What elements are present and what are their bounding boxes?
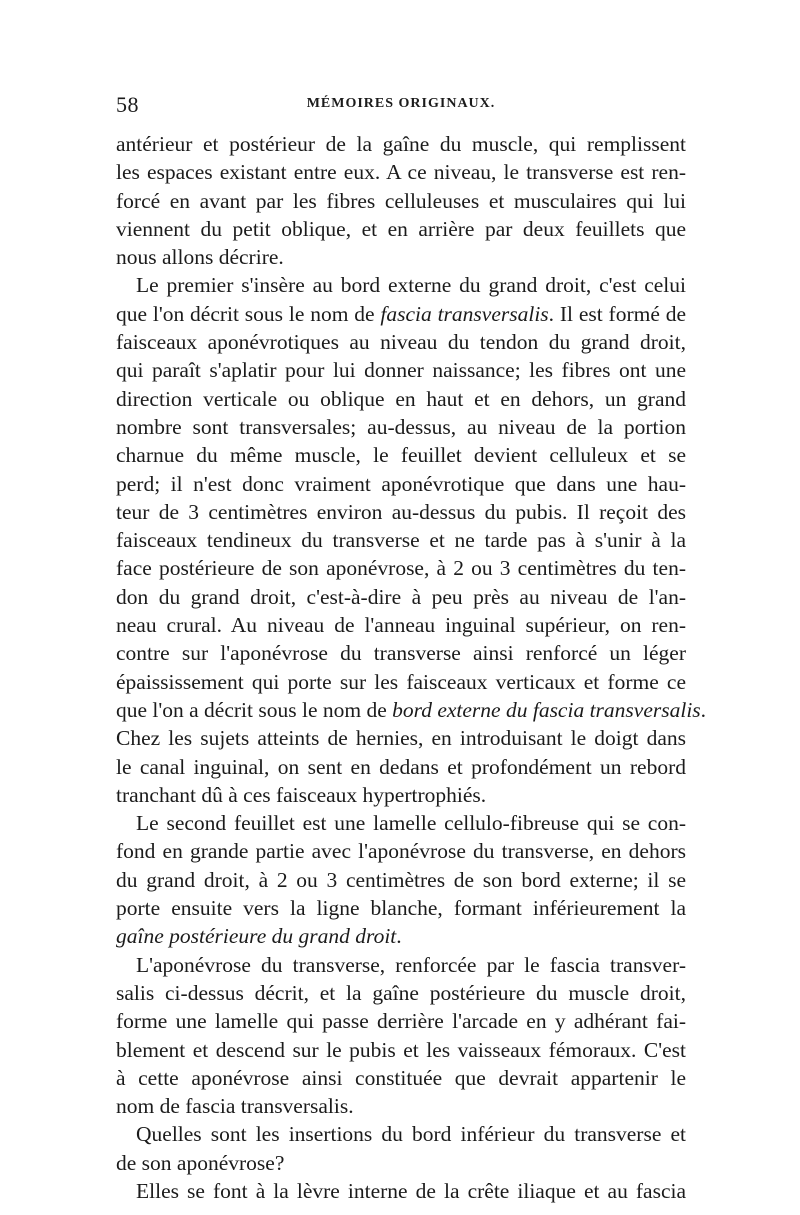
text-segment: contre sur l'aponévrose du transverse ainsi renforcé un léger [116, 641, 686, 666]
text-line [116, 158, 686, 186]
italic-text: gaîne postérieure du grand droit [116, 924, 397, 949]
text-line [116, 979, 686, 1007]
text-line [116, 1064, 686, 1092]
text-segment: . [700, 697, 707, 722]
text-line [116, 837, 686, 865]
text-segment: qui paraît s'aplatir pour lui donner naissance; les fibres ont une [116, 358, 686, 383]
text-segment: neau crural. Au niveau de l'anneau inguinal supérieur, on ren- [116, 613, 686, 638]
text-segment: à cette aponévrose ainsi constituée que devrait appartenir le [116, 1065, 686, 1090]
text-segment: nom de fascia transversalis. [116, 1094, 354, 1119]
text-line [116, 441, 686, 469]
text-line [116, 1120, 686, 1148]
text-line [116, 583, 686, 611]
text-segment: tranchant dû à ces faisceaux hypertrophiés. [116, 782, 487, 807]
text-segment: forcé en avant par les fibres celluleuses et musculaires qui lui [116, 188, 686, 213]
text-line [116, 668, 686, 696]
text-segment: charnue du même muscle, le feuillet devient celluleux et se [116, 443, 686, 468]
text-line [116, 753, 686, 781]
text-line [116, 922, 686, 950]
text-segment: que l'on a décrit sous le nom de [116, 697, 393, 722]
text-line [116, 187, 686, 215]
text-line [116, 894, 686, 922]
text-segment: que l'on décrit sous le nom de [116, 301, 381, 326]
text-segment: nous allons décrire. [116, 245, 284, 270]
text-segment: don du grand droit, c'est-à-dire à peu près au niveau de l'an- [116, 584, 686, 609]
text-segment: Le premier s'insère au bord externe du grand droit, c'est celui [136, 273, 686, 298]
text-segment: faisceaux tendineux du transverse et ne tarde pas à s'unir à la [116, 528, 686, 553]
text-segment: blement et descend sur le pubis et les vaisseaux fémoraux. C'est [116, 1037, 686, 1062]
text-line [116, 1177, 686, 1205]
text-segment: Chez les sujets atteints de hernies, en introduisant le doigt dans [116, 726, 686, 751]
text-line [116, 1092, 686, 1120]
text-line [116, 1149, 686, 1177]
page-header [116, 92, 686, 122]
text-segment: le canal inguinal, on sent en dedans et profondément un rebord [116, 754, 686, 779]
text-segment: . Il est formé de [548, 301, 686, 326]
text-line [116, 526, 686, 554]
text-line [116, 724, 686, 752]
text-line [116, 470, 686, 498]
italic-text: fascia transversalis [380, 301, 549, 326]
text-line [116, 696, 707, 724]
text-segment: direction verticale ou oblique en haut et en dehors, un grand [116, 386, 686, 411]
text-segment: de son aponévrose? [116, 1150, 285, 1175]
text-segment: nombre sont transversales; au-dessus, au niveau de la portion [116, 414, 686, 439]
text-line [116, 554, 686, 582]
text-segment: Le second feuillet est une lamelle cellulo-fibreuse qui se con- [136, 811, 686, 836]
running-title: MÉMOIRES ORIGINAUX. [306, 96, 496, 111]
text-line [116, 1036, 686, 1064]
text-line [116, 1007, 686, 1035]
text-segment: faisceaux aponévrotiques au niveau du tendon du grand droit, [116, 330, 686, 355]
text-line [116, 271, 686, 299]
text-line [116, 639, 686, 667]
body-text [116, 130, 707, 1205]
text-line [116, 215, 686, 243]
text-segment: Elles se font à la lèvre interne de la crête iliaque et au fascia [136, 1178, 686, 1203]
text-line [116, 328, 686, 356]
text-segment: forme une lamelle qui passe derrière l'arcade en y adhérant fai- [116, 1009, 686, 1034]
text-line [116, 866, 686, 894]
page-number: 58 [116, 92, 139, 117]
text-segment: Quelles sont les insertions du bord inférieur du transverse et [136, 1122, 686, 1147]
text-segment: perd; il n'est donc vraiment aponévrotique que dans une hau- [116, 471, 686, 496]
text-line [116, 809, 686, 837]
text-segment: les espaces existant entre eux. A ce niveau, le transverse est ren- [116, 160, 686, 185]
text-line [116, 781, 686, 809]
text-segment: antérieur et postérieur de la gaîne du muscle, qui remplissent [116, 132, 686, 156]
text-segment: viennent du petit oblique, et en arrière par deux feuillets que [116, 216, 686, 241]
text-segment: teur de 3 centimètres environ au-dessus du pubis. Il reçoit des [116, 499, 686, 524]
text-line [116, 243, 686, 271]
italic-text: bord externe du fascia transversalis [392, 697, 701, 722]
text-segment: L'aponévrose du transverse, renforcée par le fascia transver- [136, 952, 686, 977]
text-line [116, 611, 686, 639]
text-segment: . [396, 924, 402, 949]
text-segment: du grand droit, à 2 ou 3 centimètres de son bord externe; il se [116, 867, 686, 892]
text-line [116, 498, 686, 526]
text-segment: porte ensuite vers la ligne blanche, formant inférieurement la [116, 896, 686, 921]
text-line [116, 951, 686, 979]
text-line [116, 385, 686, 413]
text-line [116, 356, 686, 384]
text-segment: fond en grande partie avec l'aponévrose du transverse, en dehors [116, 839, 686, 864]
text-segment: face postérieure de son aponévrose, à 2 ou 3 centimètres du ten- [116, 556, 686, 581]
text-segment: salis ci-dessus décrit, et la gaîne postérieure du muscle droit, [116, 980, 686, 1005]
text-segment: épaississement qui porte sur les faisceaux verticaux et forme ce [116, 669, 686, 694]
text-line [116, 300, 686, 328]
text-line [116, 413, 686, 441]
text-line [116, 130, 686, 158]
